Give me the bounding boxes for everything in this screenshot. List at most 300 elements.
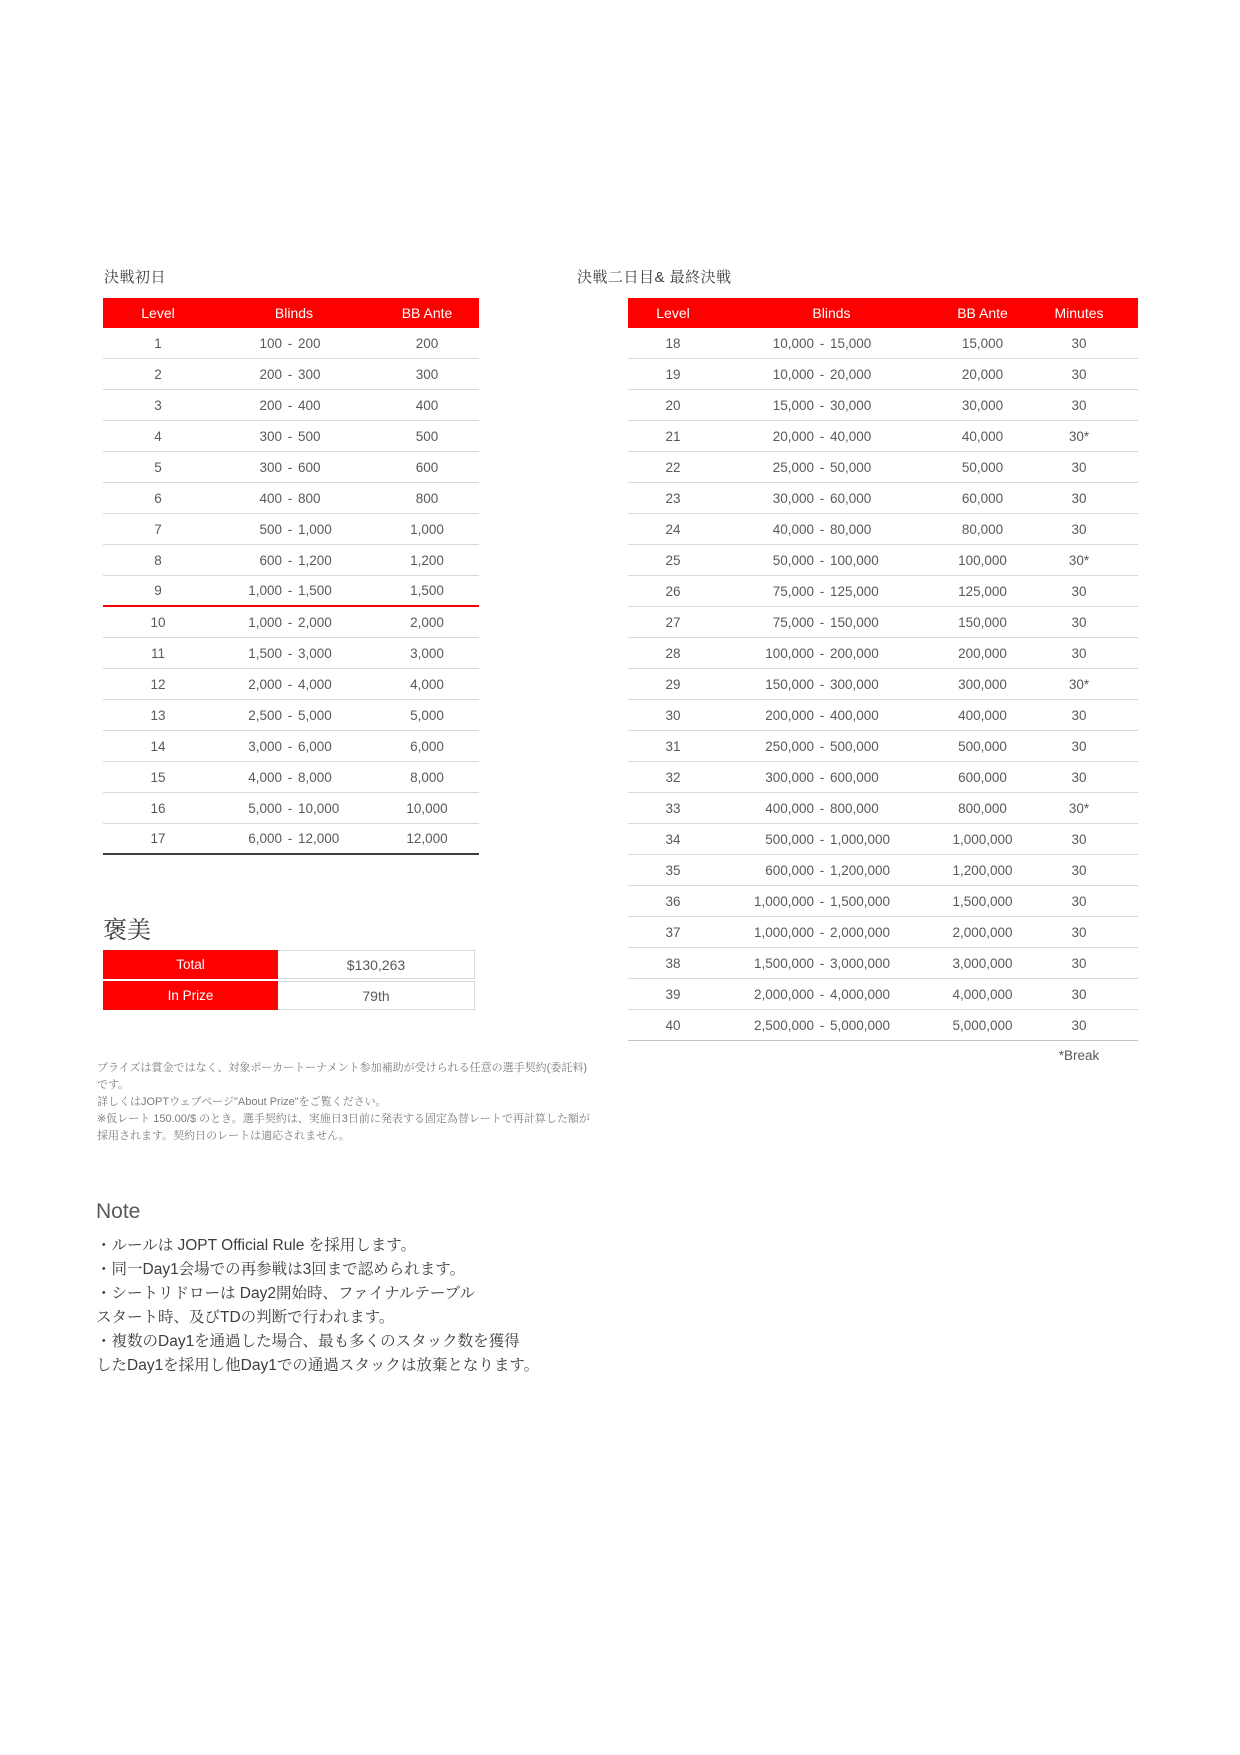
text-line: 詳しくはJOPTウェブページ"About Prize"をご覧ください。 xyxy=(97,1096,387,1108)
big-blind-value: 3,000 xyxy=(298,645,332,661)
blinds-cell xyxy=(718,367,945,382)
blinds-separator: - xyxy=(287,800,293,816)
bb-ante-cell: 400 xyxy=(415,397,439,413)
big-blind-value: 3,000,000 xyxy=(830,955,891,971)
big-blind-value: 80,000 xyxy=(830,521,872,537)
prize-row-value: 79th xyxy=(278,981,475,1010)
blinds-cell xyxy=(718,1018,945,1033)
bb-ante-cell: 12,000 xyxy=(406,831,448,846)
big-blind-value: 600,000 xyxy=(830,769,879,785)
big-blind-value: 500 xyxy=(298,428,321,444)
small-blind-value: 600,000 xyxy=(765,862,814,878)
bb-ante-cell: 4,000 xyxy=(410,676,444,692)
blinds-separator: - xyxy=(287,707,293,723)
blinds-cell xyxy=(718,863,945,878)
bb-ante-cell: 300,000 xyxy=(958,676,1007,692)
minutes-cell: 30 xyxy=(1071,1017,1087,1033)
level-cell: 8 xyxy=(154,552,162,568)
bb-ante-cell: 3,000 xyxy=(410,645,444,661)
table-row xyxy=(103,359,479,390)
note-title: Note xyxy=(96,1200,141,1223)
text-line: ・ルールは JOPT Official Rule を採用します。 xyxy=(96,1237,416,1254)
small-blind-value: 15,000 xyxy=(772,397,814,413)
table-row xyxy=(628,638,1138,669)
big-blind-value: 200 xyxy=(298,335,321,351)
small-blind-value: 1,000 xyxy=(248,583,282,598)
bb-ante-cell: 1,500,000 xyxy=(952,893,1013,909)
level-cell: 10 xyxy=(150,614,166,630)
blinds-cell xyxy=(718,770,945,785)
blinds-separator: - xyxy=(287,552,293,568)
big-blind-value: 1,000,000 xyxy=(830,831,891,847)
level-cell: 17 xyxy=(150,831,166,846)
small-blind-value: 5,000 xyxy=(248,800,282,816)
table-row xyxy=(103,762,479,793)
small-blind-value: 400 xyxy=(259,490,282,506)
minutes-cell: 30* xyxy=(1068,552,1090,568)
blinds-cell xyxy=(718,398,945,413)
minutes-cell: 30 xyxy=(1071,986,1087,1002)
small-blind-value: 30,000 xyxy=(772,490,814,506)
blinds-cell xyxy=(213,739,375,754)
bb-ante-cell: 2,000 xyxy=(410,614,444,630)
table-row xyxy=(103,700,479,731)
small-blind-value: 4,000 xyxy=(248,769,282,785)
level-cell: 37 xyxy=(665,924,681,940)
blinds-separator: - xyxy=(819,552,825,568)
blinds-cell xyxy=(718,832,945,847)
table-row xyxy=(628,917,1138,948)
big-blind-value: 1,200,000 xyxy=(830,862,891,878)
small-blind-value: 400,000 xyxy=(765,800,814,816)
small-blind-value: 1,000 xyxy=(248,614,282,630)
blinds-cell xyxy=(213,801,375,816)
small-blind-value: 2,000 xyxy=(248,676,282,692)
blinds-cell xyxy=(213,398,375,413)
minutes-cell: 30 xyxy=(1071,769,1087,785)
blinds-separator: - xyxy=(819,366,825,382)
level-cell: 33 xyxy=(665,800,681,816)
table-row xyxy=(103,421,479,452)
level-cell: 35 xyxy=(665,862,681,878)
small-blind-value: 2,500,000 xyxy=(753,1017,814,1033)
blinds-separator: - xyxy=(819,428,825,444)
bb-ante-cell: 4,000,000 xyxy=(952,986,1013,1002)
bb-ante-cell: 8,000 xyxy=(410,769,444,785)
table-row xyxy=(628,793,1138,824)
big-blind-value: 1,500 xyxy=(298,583,332,598)
text-line: ・同一Day1会場での再参戦は3回まで認められます。 xyxy=(96,1261,466,1278)
table-row xyxy=(103,328,479,359)
big-blind-value: 2,000,000 xyxy=(830,924,891,940)
big-blind-value: 150,000 xyxy=(830,614,879,630)
blinds-separator: - xyxy=(819,769,825,785)
note-body xyxy=(96,1234,539,1378)
blinds-cell xyxy=(213,831,375,846)
blinds-separator: - xyxy=(287,459,293,475)
small-blind-value: 75,000 xyxy=(772,583,814,599)
prize-table xyxy=(103,950,475,1012)
blinds-separator: - xyxy=(287,583,293,598)
blinds-cell xyxy=(718,491,945,506)
prize-row-label: Total xyxy=(103,950,278,979)
table-row xyxy=(103,731,479,762)
table-row xyxy=(103,452,479,483)
prize-title: 褒美 xyxy=(103,917,151,944)
small-blind-value: 2,000,000 xyxy=(753,986,814,1002)
blinds-separator: - xyxy=(287,397,293,413)
level-cell: 38 xyxy=(665,955,681,971)
blinds-cell xyxy=(213,646,375,661)
text-line: ・シートリドローは Day2開始時、ファイナルテーブル xyxy=(96,1285,476,1302)
small-blind-value: 250,000 xyxy=(765,738,814,754)
text-line: したDay1を採用し他Day1での通過スタックは放棄となります。 xyxy=(96,1357,540,1374)
blinds-separator: - xyxy=(287,366,293,382)
blinds-cell xyxy=(213,677,375,692)
level-cell: 15 xyxy=(150,769,166,785)
big-blind-value: 5,000 xyxy=(298,707,332,723)
blinds-separator: - xyxy=(287,831,293,846)
big-blind-value: 30,000 xyxy=(830,397,872,413)
prize-fine-print xyxy=(97,1060,590,1145)
blinds-separator: - xyxy=(819,614,825,630)
level-cell: 36 xyxy=(665,893,681,909)
big-blind-value: 100,000 xyxy=(830,552,879,568)
small-blind-value: 1,000,000 xyxy=(753,924,814,940)
blinds-cell xyxy=(718,801,945,816)
blinds-separator: - xyxy=(287,738,293,754)
blinds-separator: - xyxy=(287,521,293,537)
minutes-cell: 30 xyxy=(1071,335,1087,351)
blinds-cell xyxy=(718,336,945,351)
bb-ante-cell: 400,000 xyxy=(958,707,1007,723)
blinds-cell xyxy=(718,987,945,1002)
level-cell: 13 xyxy=(150,707,166,723)
minutes-cell: 30 xyxy=(1071,862,1087,878)
table-row xyxy=(628,452,1138,483)
bb-ante-cell: 1,000,000 xyxy=(952,831,1013,847)
big-blind-value: 15,000 xyxy=(830,335,872,351)
bb-ante-cell: 600,000 xyxy=(958,769,1007,785)
big-blind-value: 60,000 xyxy=(830,490,872,506)
table-row xyxy=(103,545,479,576)
blinds-cell xyxy=(718,956,945,971)
level-cell: 14 xyxy=(150,738,166,754)
day1-table-body xyxy=(103,328,479,855)
prize-row xyxy=(103,981,475,1010)
blinds-separator: - xyxy=(287,490,293,506)
small-blind-value: 2,500 xyxy=(248,707,282,723)
blinds-separator: - xyxy=(819,676,825,692)
blinds-cell xyxy=(213,553,375,568)
blinds-cell xyxy=(718,584,945,599)
level-cell: 18 xyxy=(665,335,681,351)
prize-row-label: In Prize xyxy=(103,981,278,1010)
blinds-separator: - xyxy=(819,521,825,537)
big-blind-value: 40,000 xyxy=(830,428,872,444)
level-cell: 27 xyxy=(665,614,681,630)
blinds-cell xyxy=(718,553,945,568)
blinds-cell xyxy=(718,925,945,940)
text-line: 採用されます。契約日のレートは適応されません。 xyxy=(97,1130,350,1142)
blinds-separator: - xyxy=(287,335,293,351)
small-blind-value: 150,000 xyxy=(765,676,814,692)
blinds-cell xyxy=(213,429,375,444)
table-row xyxy=(103,390,479,421)
small-blind-value: 300 xyxy=(259,428,282,444)
table-row xyxy=(628,421,1138,452)
big-blind-value: 50,000 xyxy=(830,459,872,475)
level-cell: 12 xyxy=(150,676,166,692)
level-cell: 6 xyxy=(154,490,162,506)
bb-ante-cell: 10,000 xyxy=(406,800,448,816)
table-row xyxy=(628,669,1138,700)
small-blind-value: 25,000 xyxy=(772,459,814,475)
level-cell: 19 xyxy=(665,366,681,382)
blinds-cell xyxy=(213,367,375,382)
big-blind-value: 1,000 xyxy=(298,521,332,537)
big-blind-value: 12,000 xyxy=(298,831,340,846)
blinds-cell xyxy=(718,894,945,909)
blinds-separator: - xyxy=(287,769,293,785)
header-level: Level xyxy=(141,305,175,321)
bb-ante-cell: 6,000 xyxy=(410,738,444,754)
blinds-cell xyxy=(718,460,945,475)
level-cell: 22 xyxy=(665,459,681,475)
big-blind-value: 4,000 xyxy=(298,676,332,692)
table-row xyxy=(628,328,1138,359)
minutes-cell: 30 xyxy=(1071,831,1087,847)
small-blind-value: 1,500 xyxy=(248,645,282,661)
small-blind-value: 6,000 xyxy=(248,831,282,846)
level-cell: 30 xyxy=(665,707,681,723)
bb-ante-cell: 125,000 xyxy=(958,583,1007,599)
blinds-separator: - xyxy=(819,986,825,1002)
table-row xyxy=(628,483,1138,514)
blinds-cell xyxy=(213,708,375,723)
small-blind-value: 300,000 xyxy=(765,769,814,785)
big-blind-value: 300,000 xyxy=(830,676,879,692)
level-cell: 21 xyxy=(665,428,681,444)
blinds-cell xyxy=(213,460,375,475)
table-row xyxy=(628,1010,1138,1041)
blinds-cell xyxy=(718,646,945,661)
big-blind-value: 500,000 xyxy=(830,738,879,754)
text-line: ※仮レート 150.00/$ のとき。選手契約は、実施日3日前に発表する固定為替レートで再計算した額が xyxy=(97,1113,590,1125)
blinds-separator: - xyxy=(819,862,825,878)
minutes-cell: 30 xyxy=(1071,614,1087,630)
table-row xyxy=(628,979,1138,1010)
big-blind-value: 20,000 xyxy=(830,366,872,382)
minutes-cell: 30 xyxy=(1071,490,1087,506)
small-blind-value: 1,500,000 xyxy=(753,955,814,971)
day1-table-title: 決戦初日 xyxy=(104,269,167,286)
minutes-cell: 30* xyxy=(1068,800,1090,816)
blinds-separator: - xyxy=(287,645,293,661)
bb-ante-cell: 80,000 xyxy=(961,521,1004,537)
small-blind-value: 500,000 xyxy=(765,831,814,847)
blinds-separator: - xyxy=(819,831,825,847)
bb-ante-cell: 1,000 xyxy=(410,521,444,537)
minutes-cell: 30 xyxy=(1071,645,1087,661)
table-row xyxy=(628,700,1138,731)
header-blinds: Blinds xyxy=(812,305,851,321)
blinds-separator: - xyxy=(819,645,825,661)
table-row xyxy=(628,948,1138,979)
small-blind-value: 300 xyxy=(259,459,282,475)
level-cell: 11 xyxy=(150,645,165,661)
table-row xyxy=(103,638,479,669)
table-row xyxy=(628,762,1138,793)
blinds-cell xyxy=(718,677,945,692)
bb-ante-cell: 200 xyxy=(415,335,439,351)
big-blind-value: 125,000 xyxy=(830,583,879,599)
table-row xyxy=(103,576,479,607)
bb-ante-cell: 500 xyxy=(415,428,439,444)
minutes-cell: 30* xyxy=(1068,676,1090,692)
blinds-separator: - xyxy=(819,707,825,723)
level-cell: 2 xyxy=(154,366,162,382)
header-bb-ante: BB Ante xyxy=(957,305,1008,321)
table-row xyxy=(103,824,479,855)
table-row xyxy=(103,483,479,514)
level-cell: 9 xyxy=(154,583,162,598)
level-cell: 1 xyxy=(154,335,162,351)
big-blind-value: 8,000 xyxy=(298,769,332,785)
table-row xyxy=(628,731,1138,762)
level-cell: 39 xyxy=(665,986,681,1002)
minutes-cell: 30* xyxy=(1068,428,1090,444)
big-blind-value: 300 xyxy=(298,366,321,382)
small-blind-value: 600 xyxy=(259,552,282,568)
table-row xyxy=(628,359,1138,390)
blinds-separator: - xyxy=(819,397,825,413)
big-blind-value: 10,000 xyxy=(298,800,340,816)
minutes-cell: 30 xyxy=(1071,738,1087,754)
level-cell: 25 xyxy=(665,552,681,568)
small-blind-value: 500 xyxy=(259,521,282,537)
big-blind-value: 200,000 xyxy=(830,645,879,661)
big-blind-value: 4,000,000 xyxy=(830,986,891,1002)
table-row xyxy=(628,576,1138,607)
blinds-separator: - xyxy=(287,676,293,692)
bb-ante-cell: 2,000,000 xyxy=(952,924,1013,940)
table-row xyxy=(103,669,479,700)
small-blind-value: 75,000 xyxy=(772,614,814,630)
minutes-cell: 30 xyxy=(1071,924,1087,940)
break-footnote: *Break xyxy=(1058,1048,1100,1063)
minutes-cell: 30 xyxy=(1071,366,1087,382)
day1-structure-table xyxy=(103,298,479,855)
table-row xyxy=(103,514,479,545)
small-blind-value: 20,000 xyxy=(772,428,814,444)
table-row xyxy=(628,514,1138,545)
day2-table-header xyxy=(628,298,1138,328)
table-row xyxy=(628,824,1138,855)
table-row xyxy=(103,607,479,638)
minutes-cell: 30 xyxy=(1071,707,1087,723)
blinds-separator: - xyxy=(287,428,293,444)
level-cell: 16 xyxy=(150,800,166,816)
big-blind-value: 2,000 xyxy=(298,614,332,630)
bb-ante-cell: 100,000 xyxy=(958,552,1007,568)
bb-ante-cell: 15,000 xyxy=(961,335,1004,351)
text-line: です。 xyxy=(97,1079,130,1091)
blinds-cell xyxy=(718,429,945,444)
blinds-separator: - xyxy=(819,459,825,475)
blinds-separator: - xyxy=(819,800,825,816)
blinds-cell xyxy=(718,739,945,754)
blinds-cell xyxy=(213,336,375,351)
header-bb-ante: BB Ante xyxy=(401,305,453,321)
blinds-cell xyxy=(213,583,375,598)
small-blind-value: 200,000 xyxy=(765,707,814,723)
bb-ante-cell: 30,000 xyxy=(961,397,1004,413)
level-cell: 26 xyxy=(665,583,681,599)
bb-ante-cell: 5,000,000 xyxy=(952,1017,1013,1033)
header-level: Level xyxy=(656,305,690,321)
big-blind-value: 6,000 xyxy=(298,738,332,754)
blinds-separator: - xyxy=(819,738,825,754)
blinds-separator: - xyxy=(819,893,825,909)
bb-ante-cell: 600 xyxy=(415,459,439,475)
table-row xyxy=(628,607,1138,638)
blinds-separator: - xyxy=(819,955,825,971)
header-blinds: Blinds xyxy=(274,305,314,321)
blinds-cell xyxy=(213,615,375,630)
level-cell: 5 xyxy=(154,459,162,475)
blinds-separator: - xyxy=(287,614,293,630)
prize-row xyxy=(103,950,475,979)
bb-ante-cell: 60,000 xyxy=(961,490,1004,506)
bb-ante-cell: 150,000 xyxy=(958,614,1007,630)
level-cell: 7 xyxy=(154,521,162,537)
bb-ante-cell: 200,000 xyxy=(958,645,1007,661)
table-row xyxy=(628,545,1138,576)
bb-ante-cell: 40,000 xyxy=(961,428,1004,444)
bb-ante-cell: 1,200 xyxy=(410,552,444,568)
level-cell: 28 xyxy=(665,645,681,661)
small-blind-value: 200 xyxy=(259,366,282,382)
minutes-cell: 30 xyxy=(1071,893,1087,909)
big-blind-value: 1,500,000 xyxy=(830,893,891,909)
bb-ante-cell: 500,000 xyxy=(958,738,1007,754)
small-blind-value: 40,000 xyxy=(772,521,814,537)
table-row xyxy=(628,886,1138,917)
big-blind-value: 800,000 xyxy=(830,800,879,816)
small-blind-value: 1,000,000 xyxy=(753,893,814,909)
day1-table-header xyxy=(103,298,479,328)
blinds-cell xyxy=(213,770,375,785)
big-blind-value: 400 xyxy=(298,397,321,413)
blinds-separator: - xyxy=(819,924,825,940)
bb-ante-cell: 50,000 xyxy=(961,459,1004,475)
blinds-separator: - xyxy=(819,490,825,506)
bb-ante-cell: 800 xyxy=(415,490,439,506)
minutes-cell: 30 xyxy=(1071,397,1087,413)
text-line: ・複数のDay1を通過した場合、最も多くのスタック数を獲得 xyxy=(96,1333,520,1350)
small-blind-value: 3,000 xyxy=(248,738,282,754)
level-cell: 29 xyxy=(665,676,681,692)
table-row xyxy=(628,855,1138,886)
blinds-separator: - xyxy=(819,583,825,599)
text-line: スタート時、及びTDの判断で行われます。 xyxy=(96,1309,395,1326)
blinds-cell xyxy=(718,522,945,537)
blinds-cell xyxy=(718,615,945,630)
bb-ante-cell: 1,500 xyxy=(410,583,444,598)
level-cell: 3 xyxy=(154,397,162,413)
small-blind-value: 50,000 xyxy=(772,552,814,568)
